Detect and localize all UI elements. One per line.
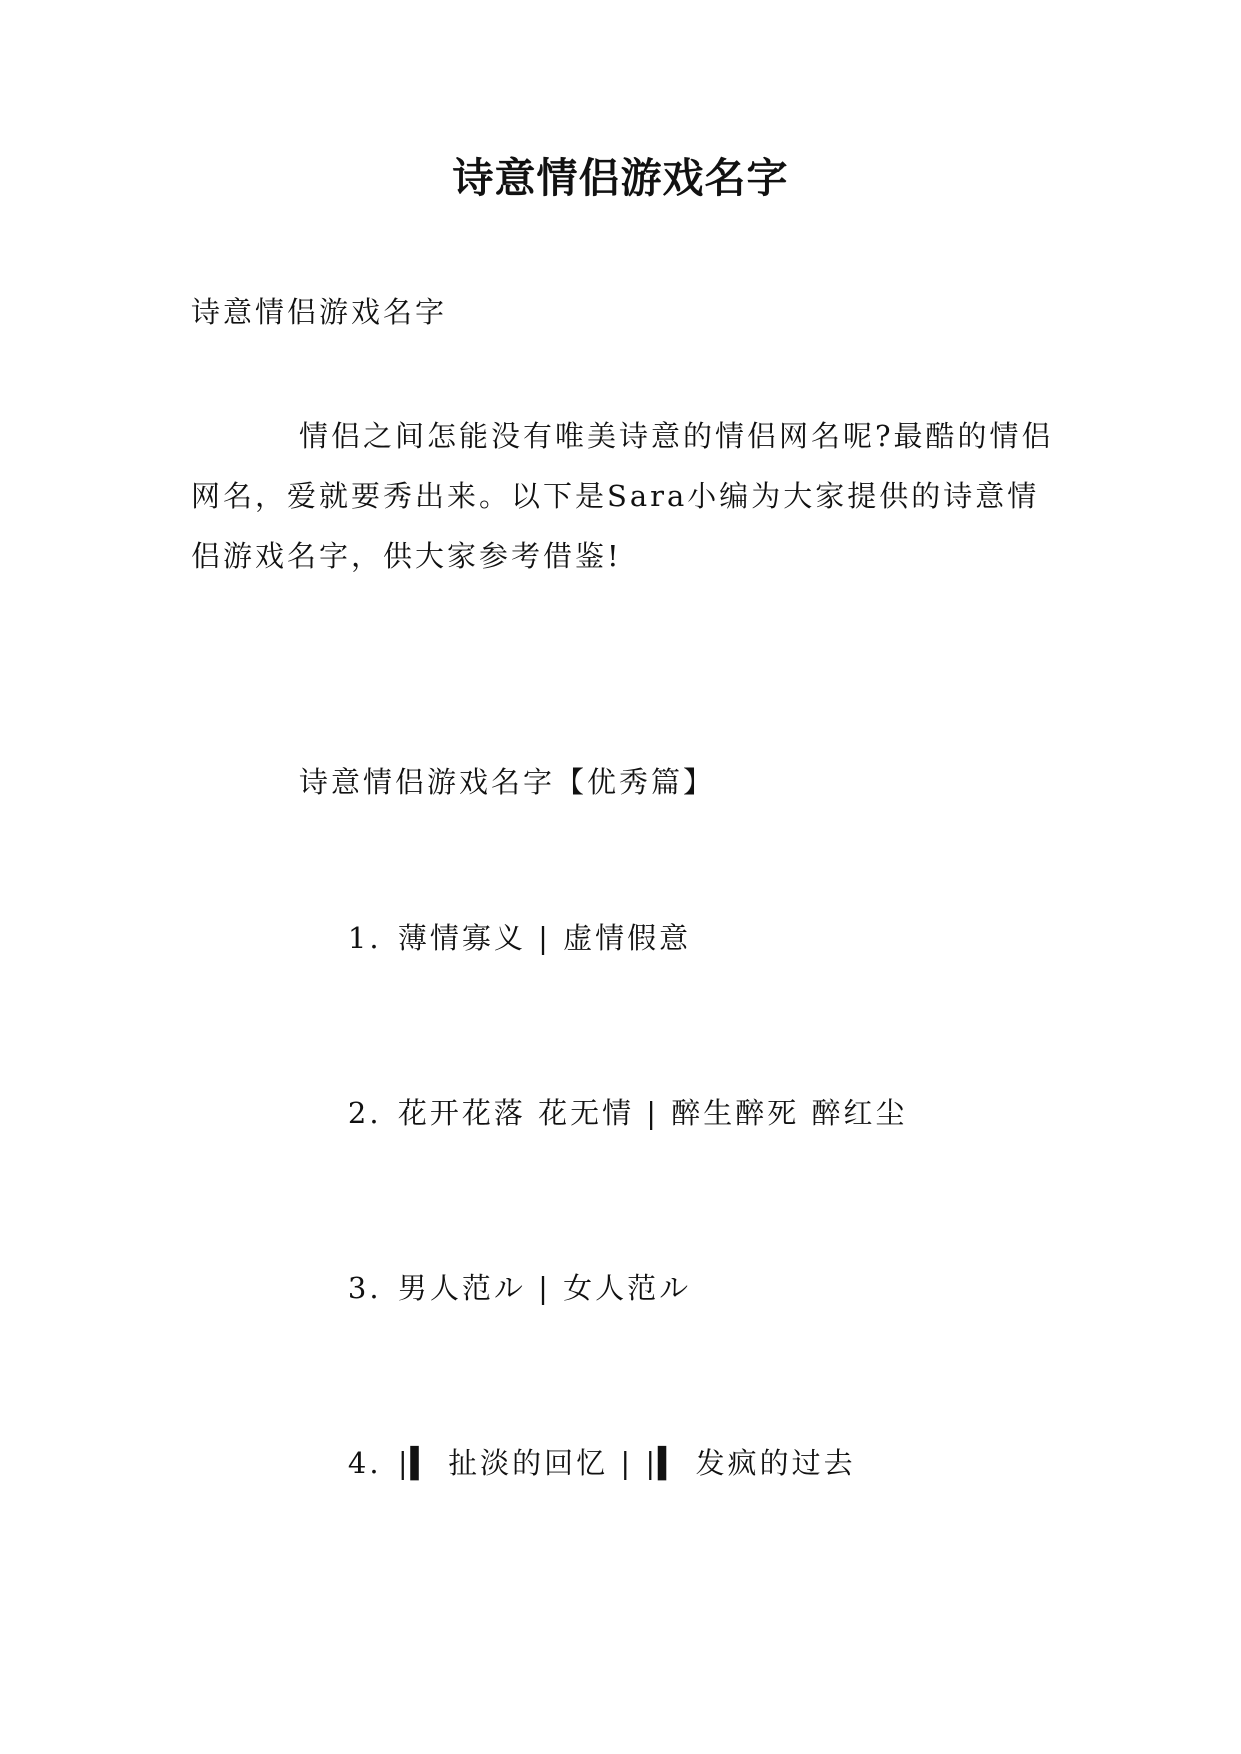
list-item-number: 2. — [347, 1096, 382, 1130]
section-heading: 诗意情侣游戏名字【优秀篇】 — [299, 765, 716, 799]
document-title: 诗意情侣游戏名字 — [452, 154, 789, 202]
list-item-number: 4. — [347, 1446, 382, 1480]
intro-paragraph: 情侣之间怎能没有唯美诗意的情侣网名呢?最酷的情侣网名，爱就要秀出来。以下是Sara小编为大家提供的诗意情侣游戏名字，供大家参考借鉴! — [191, 419, 1054, 573]
list-item-text: 薄情寡义 | 虚情假意 — [397, 921, 692, 955]
list-item — [299, 1228, 691, 1348]
list-item-number: 3. — [347, 1271, 382, 1305]
list-item-text: |▍ 扯淡的回忆 | |▍ 发疯的过去 — [397, 1446, 856, 1480]
document-subtitle: 诗意情侣游戏名字 — [191, 295, 448, 329]
list-item — [299, 1403, 856, 1523]
list-item-text: 男人范ル | 女人范ル — [397, 1271, 692, 1305]
list-item-text: 花开花落 花无情 | 醉生醉死 醉红尘 — [397, 1096, 908, 1130]
list-item — [299, 878, 691, 998]
list-item — [299, 1053, 908, 1173]
list-item-number: 1. — [347, 921, 382, 955]
